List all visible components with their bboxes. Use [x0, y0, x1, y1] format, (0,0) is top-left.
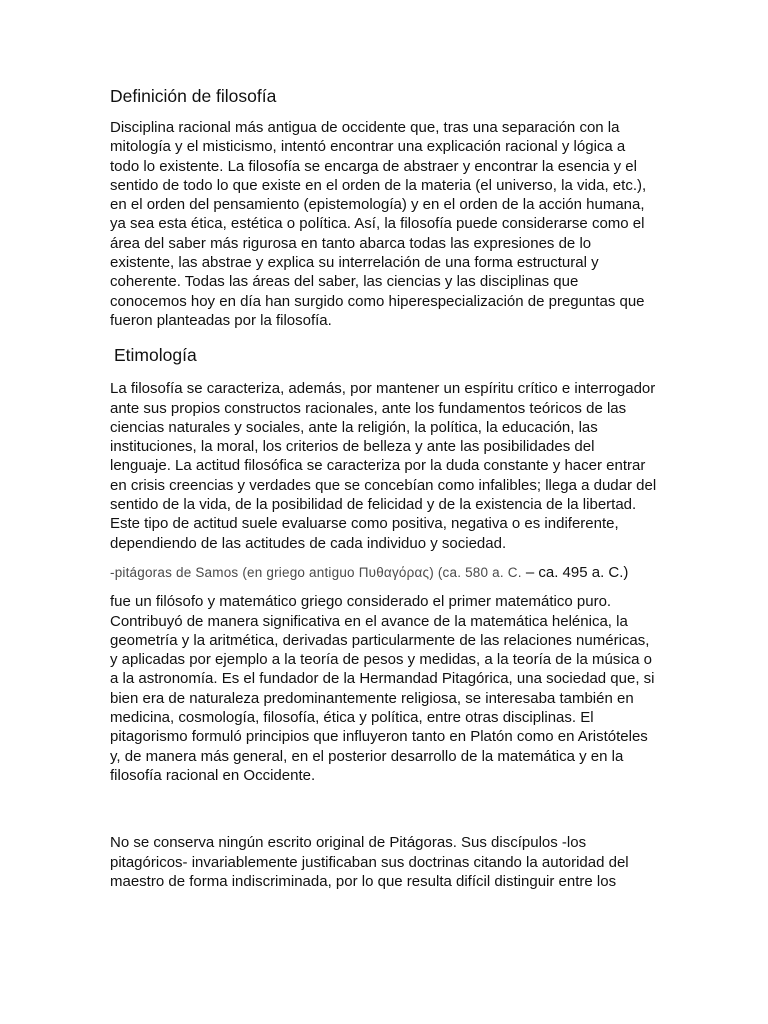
paragraph-etimologia: La filosofía se caracteriza, además, por mantener un espíritu crítico e interrogador ante sus propios constructos racionales, ante los fundamentos teóricos de las ciencias naturales y sociales, ante la religión, la política, la educación, las instituciones, la moral, los criterios de belleza y ante las posibilidades del lenguaje. La actitud filosófica se caracteriza por la duda constante y hacer entrar en crisis creencias y verdades que se concebían como infalibles; llega a dudar del sentido de la vida, de la posibilidad de felicidad y de la existencia de la libertad. Este tipo de actitud suele evaluarse como positiva, negativa o es indiferente, dependiendo de las actitudes de cada individuo y sociedad. [110, 380, 657, 552]
pitagoras-name-text: -pitágoras de Samos (en griego antiguo Πυθαγόρας) (ca. 580 a. C. [110, 564, 522, 580]
paragraph-definition: Disciplina racional más antigua de occidente que, tras una separación con la mitología y el misticismo, intentó encontrar una explicación racional y lógica a todo lo existente. La filosofía se encarga de abstraer y encontrar la esencia y el sentido de todo lo que existe en el orden de la materia (el universo, la vida, etc.), en el orden del pensamiento (epistemología) y en el orden de la acción humana, ya sea esta ética, estética o política. Así, la filosofía puede considerarse como el área del saber más rigurosa en tanto abarca todas las expresiones de lo existente, las abstrae y explica su interrelación de una forma estructural y coherente. Todas las áreas del saber, las ciencias y las disciplinas que conocemos hoy en día han surgido como hiperespecialización de preguntas que fueron planteadas por la filosofía. [110, 119, 647, 329]
document-title: Definición de filosofía [110, 86, 277, 106]
document-page [110, 84, 658, 891]
section-heading-etimologia: Etimología [114, 345, 197, 366]
paragraph-escritos: No se conserva ningún escrito original de Pitágoras. Sus discípulos -los pitagóricos- invariablemente justificaban sus doctrinas citando la autoridad del maestro de forma indiscriminada, por lo que resulta difícil distinguir entre los [110, 834, 629, 890]
paragraph-pitagoras: fue un filósofo y matemático griego considerado el primer matemático puro. Contribuyó de manera significativa en el avance de la matemática helénica, la geometría y la aritmética, derivadas particularmente de las relaciones numéricas, y aplicadas por ejemplo a la teoría de pesos y medidas, a la teoría de la música o a la astronomía. Es el fundador de la Hermandad Pitagórica, una sociedad que, si bien era de naturaleza predominantemente religiosa, se interesaba también en medicina, cosmología, filosofía, ética y política, entre otras disciplinas. El pitagorismo formuló principios que influyeron tanto en Platón como en Aristóteles y, de manera más general, en el posterior desarrollo de la matemática y en la filosofía racional en Occidente. [110, 593, 655, 784]
pitagoras-dates-text: – ca. 495 a. C.) [521, 563, 629, 581]
pitagoras-heading-line [110, 563, 658, 582]
